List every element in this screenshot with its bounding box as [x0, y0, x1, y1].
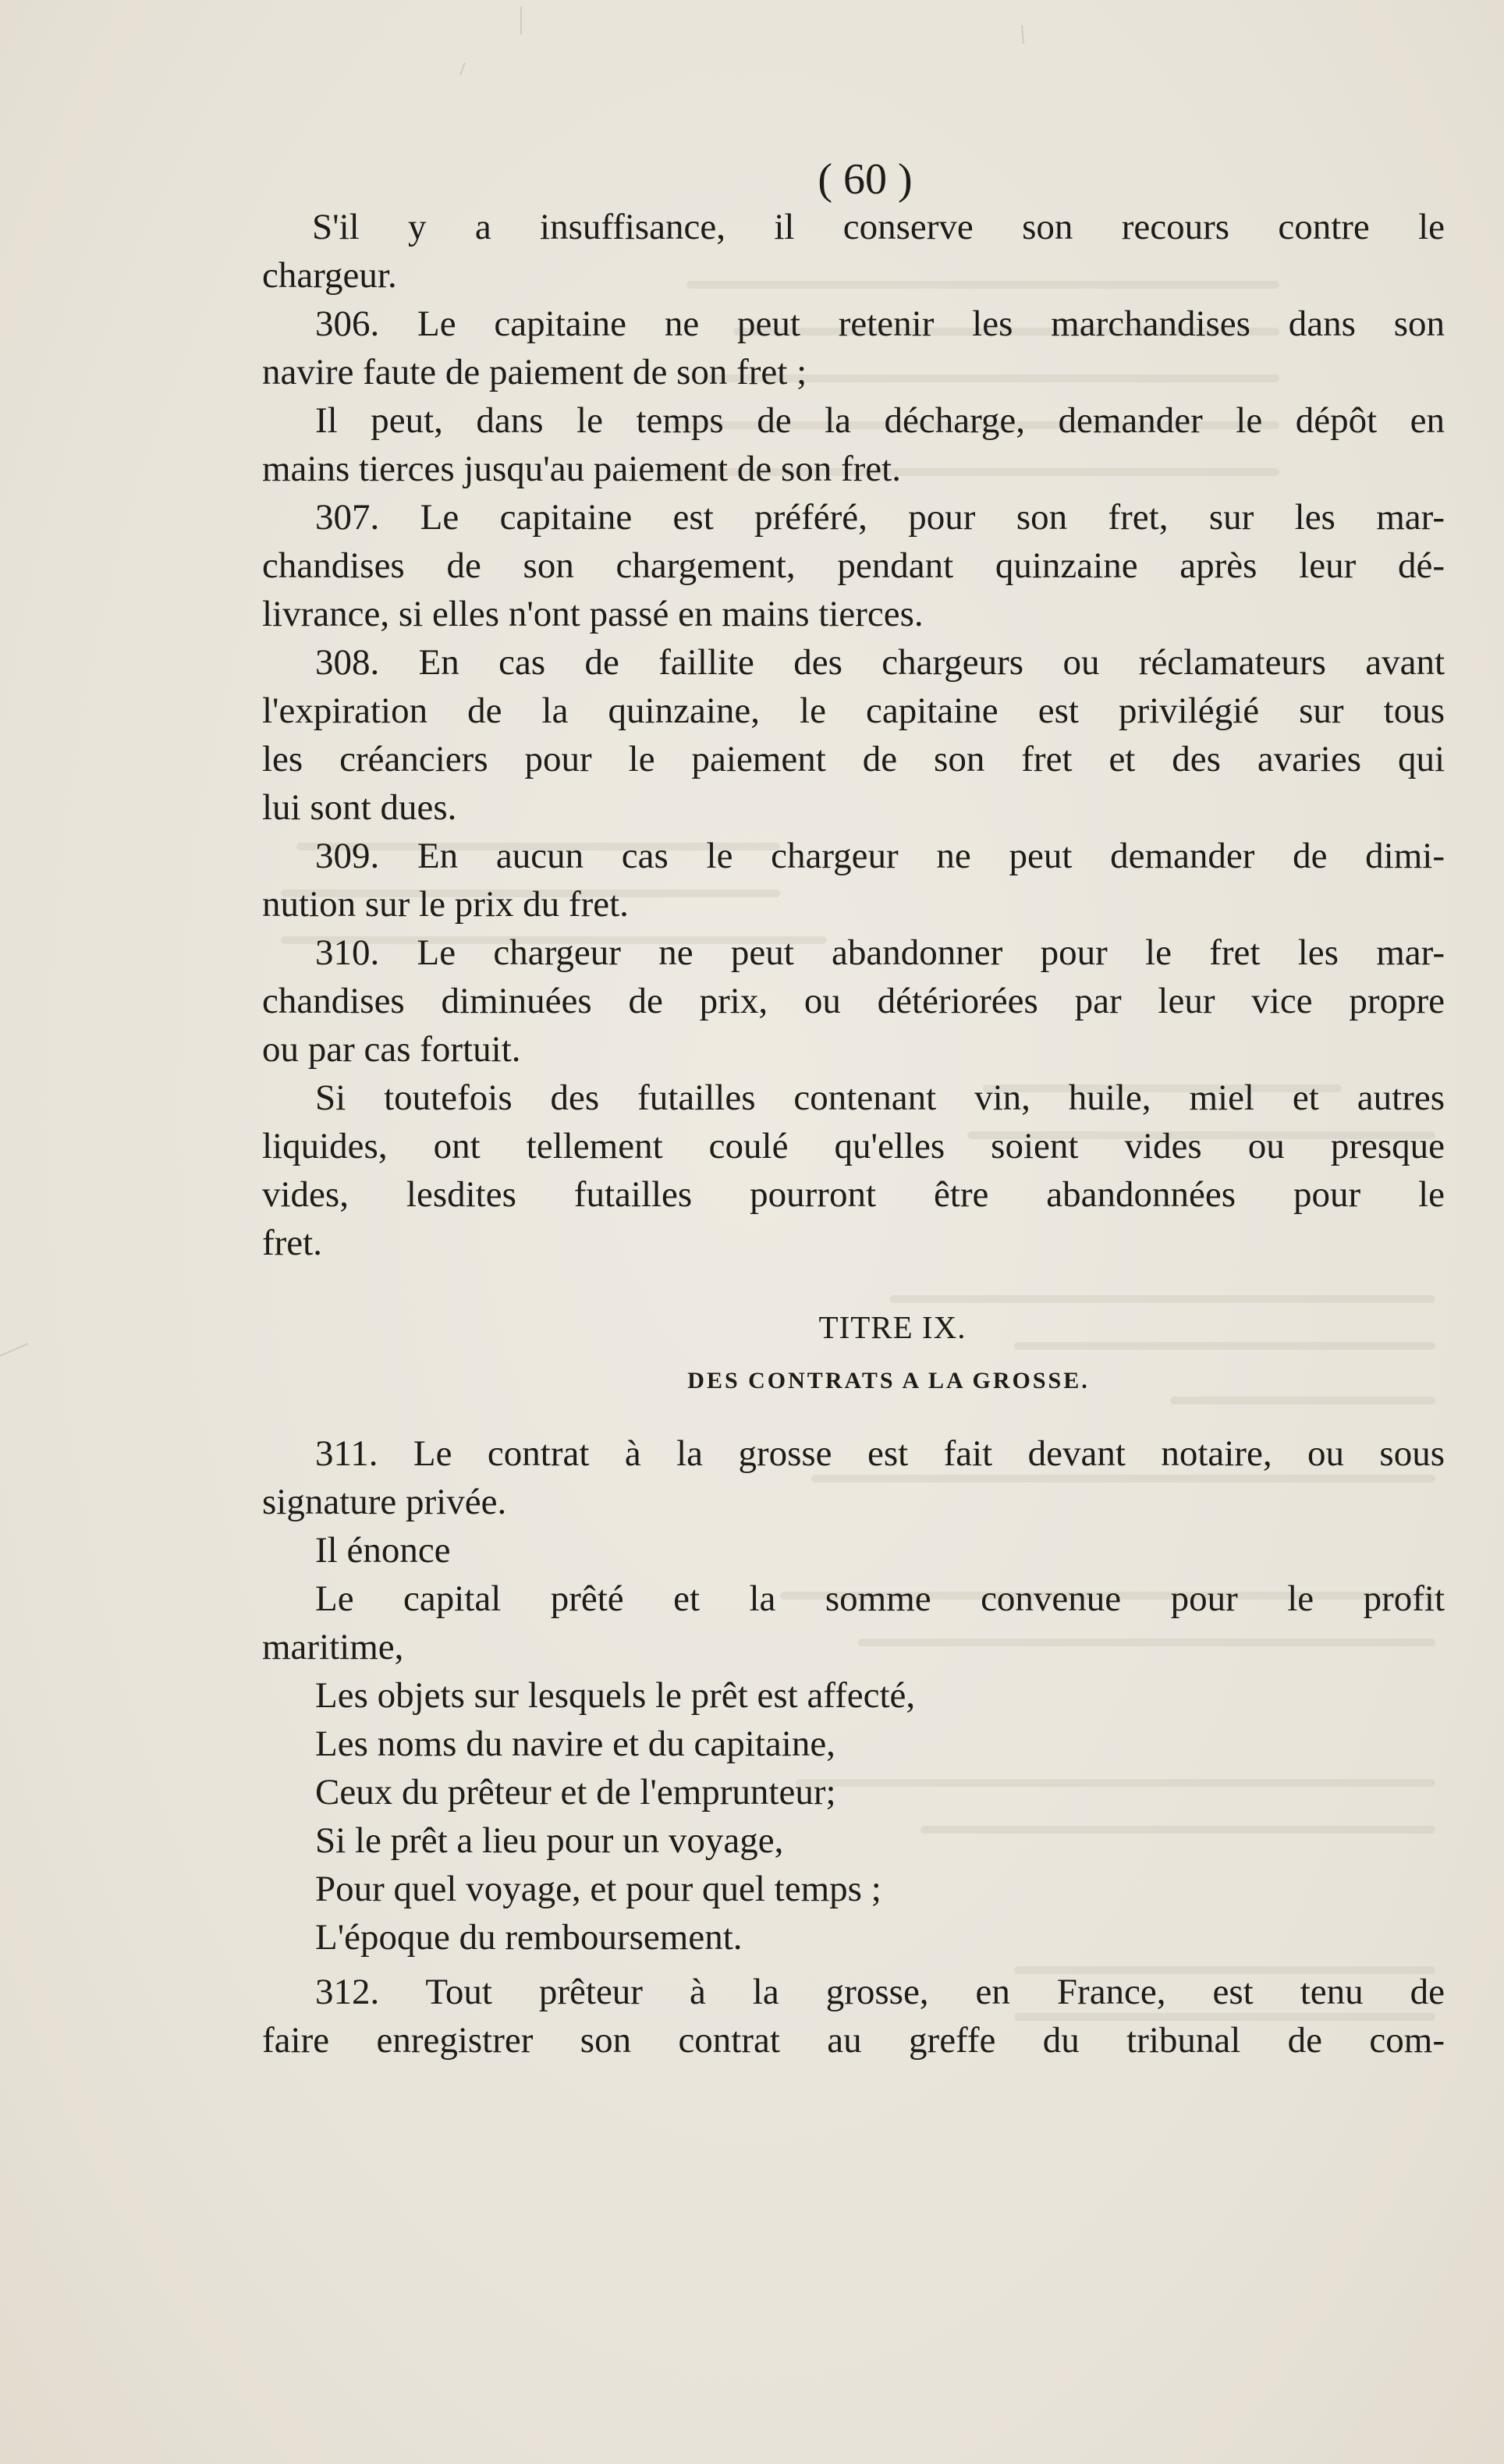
- text-line: 307. Le capitaine est préféré, pour son fret, sur les mar-: [315, 497, 1445, 538]
- page-number: ( 60 ): [818, 155, 913, 204]
- text-line: l'expiration de la quinzaine, le capitaine est privilégié sur tous: [262, 691, 1445, 731]
- text-line: mains tierces jusqu'au paiement de son fret.: [262, 449, 901, 489]
- text-line: faire enregistrer son contrat au greffe du tribunal de com-: [262, 2020, 1445, 2061]
- text-line: 310. Le chargeur ne peut abandonner pour le fret les mar-: [315, 932, 1445, 973]
- text-line: chandises de son chargement, pendant quinzaine après leur dé-: [262, 545, 1445, 586]
- section-title: TITRE IX.: [818, 1309, 967, 1345]
- text-line: Pour quel voyage, et pour quel temps ;: [315, 1869, 881, 1909]
- text-line: 312. Tout prêteur à la grosse, en France, est tenu de: [315, 1972, 1445, 2012]
- text-line: signature privée.: [262, 1482, 507, 1522]
- text-line: Si toutefois des futailles contenant vin, huile, miel et autres: [315, 1078, 1445, 1118]
- text-line: Le capital prêté et la somme convenue pour le profit: [315, 1578, 1445, 1619]
- text-line: fret.: [262, 1223, 322, 1263]
- text-line: chargeur.: [262, 255, 397, 296]
- text-line: les créanciers pour le paiement de son fret et des avaries qui: [262, 739, 1445, 779]
- text-line: 311. Le contrat à la grosse est fait devant notaire, ou sous: [315, 1433, 1445, 1474]
- text-line: Si le prêt a lieu pour un voyage,: [315, 1820, 784, 1861]
- text-line: Il peut, dans le temps de la décharge, demander le dépôt en: [315, 400, 1445, 441]
- text-line: 308. En cas de faillite des chargeurs ou réclamateurs avant: [315, 642, 1445, 683]
- text-line: navire faute de paiement de son fret ;: [262, 352, 807, 392]
- text-line: ou par cas fortuit.: [262, 1029, 521, 1070]
- text-line: chandises diminuées de prix, ou détériorées par leur vice propre: [262, 981, 1445, 1021]
- text-line: 309. En aucun cas le chargeur ne peut demander de dimi-: [315, 836, 1445, 876]
- section-subtitle: DES CONTRATS A LA GROSSE.: [687, 1368, 1090, 1394]
- text-block: [262, 156, 1445, 2065]
- text-line: 306. Le capitaine ne peut retenir les marchandises dans son: [315, 304, 1445, 344]
- text-line: Ceux du prêteur et de l'emprunteur;: [315, 1772, 836, 1812]
- text-line: Les objets sur lesquels le prêt est affecté,: [315, 1675, 916, 1716]
- text-line: livrance, si elles n'ont passé en mains tierces.: [262, 594, 924, 634]
- text-line: maritime,: [262, 1627, 404, 1667]
- text-line: Les noms du navire et du capitaine,: [315, 1724, 835, 1764]
- text-line: vides, lesdites futailles pourront être abandonnées pour le: [262, 1174, 1445, 1215]
- text-line: lui sont dues.: [262, 787, 457, 828]
- text-line: liquides, ont tellement coulé qu'elles soient vides ou presque: [262, 1126, 1445, 1166]
- text-line: Il énonce: [315, 1530, 451, 1571]
- text-line: L'époque du remboursement.: [315, 1917, 743, 1958]
- text-line: S'il y a insuffisance, il conserve son recours contre le: [312, 207, 1445, 247]
- text-line: nution sur le prix du fret.: [262, 884, 629, 925]
